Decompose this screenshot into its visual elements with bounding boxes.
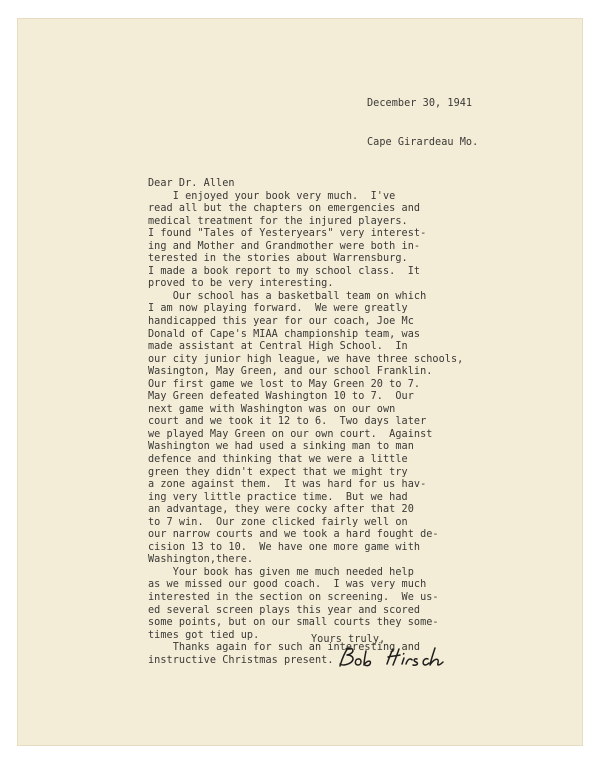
body-line: I made a book report to my school class. It [148, 265, 421, 277]
letter-body [148, 191, 463, 668]
body-line: Washington,there. [148, 554, 254, 566]
body-line: medical treatment for the injured players. [148, 215, 408, 227]
body-line: next game with Washington was on our own [148, 403, 396, 415]
body-line: made assistant at Central High School. In [148, 341, 408, 353]
body-line: terested in the stories about Warrensburg. [148, 253, 408, 265]
body-line: some points, but on our small courts they some- [148, 617, 439, 629]
date-block [367, 73, 478, 164]
body-line: I am now playing forward. We were greatly [148, 303, 408, 315]
body-line: instructive Christmas present. [148, 654, 334, 666]
body-line: I found "Tales of Yesteryears" very interest- [148, 228, 427, 240]
body-line: handicapped this year for our coach, Joe Mc [148, 315, 414, 327]
body-line: defence and thinking that we were a little [148, 453, 408, 465]
body-line: a zone against them. It was hard for us hav- [148, 479, 427, 491]
body-line: green they didn't expect that we might try [148, 466, 408, 478]
salutation: Dear Dr. Allen [148, 178, 235, 189]
body-line: ed several screen plays this year and scored [148, 604, 421, 616]
body-line: we played May Green on our own court. Against [148, 428, 433, 440]
body-line: to 7 win. Our zone clicked fairly well on [148, 516, 408, 528]
body-line: ing very little practice time. But we had [148, 491, 408, 503]
body-line: an advantage, they were cocky after that 20 [148, 504, 414, 516]
body-line: Our first game we lost to May Green 20 to 7. [148, 378, 421, 390]
body-line: May Green defeated Washington 10 to 7. Our [148, 391, 414, 403]
body-line: Your book has given me much needed help [148, 566, 414, 578]
body-line: Washington we had used a sinking man to man [148, 441, 414, 453]
closing: Yours truly, [311, 634, 386, 645]
handwritten-signature [336, 644, 456, 670]
body-line: as we missed our good coach. I was very much [148, 579, 427, 591]
letter-place: Cape Girardeau Mo. [367, 137, 479, 149]
body-line: interested in the section on screening. We us- [148, 592, 439, 603]
body-line: our narrow courts and we took a hard fought de- [148, 529, 439, 541]
body-line: read all but the chapters on emergencies and [148, 203, 421, 215]
letter-date: December 30, 1941 [367, 98, 473, 110]
body-line: our city junior high league, we have three schools, [148, 353, 464, 365]
body-line: cision 13 to 10. We have one more game with [148, 541, 421, 553]
body-line: times got tied up. [148, 629, 260, 641]
body-line: Thanks again for such an interesting and [148, 642, 421, 654]
body-line: Wasington, May Green, and our school Franklin. [148, 366, 433, 378]
body-line: proved to be very interesting. [148, 278, 334, 290]
body-line: Our school has a basketball team on which [148, 290, 427, 302]
body-line: Donald of Cape's MIAA championship team, was [148, 328, 421, 340]
body-line: court and we took it 12 to 6. Two days later [148, 416, 427, 428]
body-line: I enjoyed your book very much. I've [148, 190, 396, 202]
body-line: ing and Mother and Grandmother were both in- [148, 240, 421, 252]
